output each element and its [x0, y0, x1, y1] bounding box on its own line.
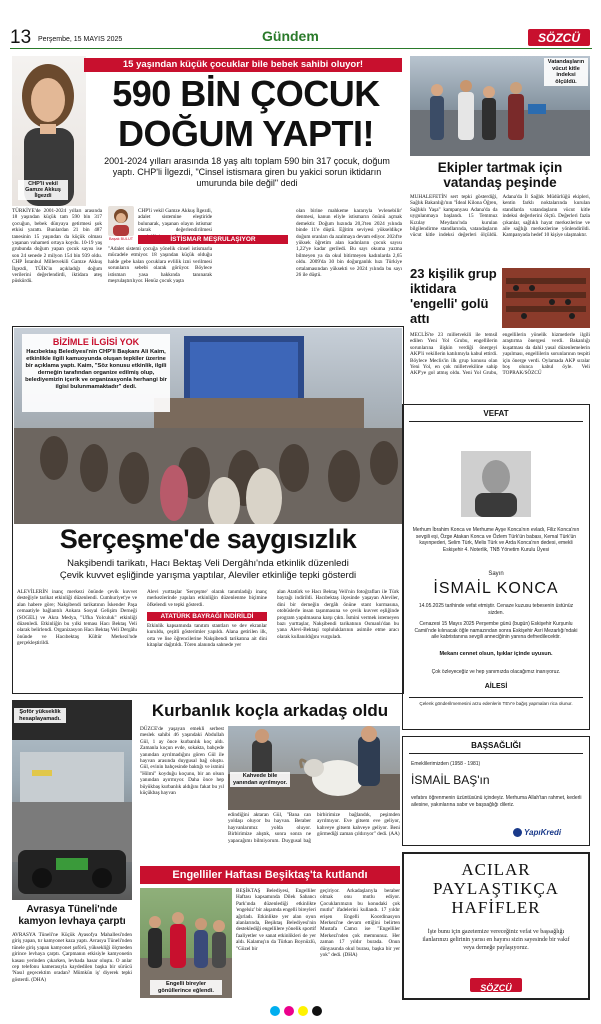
gol-body: MECLİS'te 23 milletvekili ile temsil edilen Yeni Yol Grubu, engellilerin sorunlarına ilişkin verdiği önergeyi AKP'li vekillerin katılımıyla kabul ettirdi. Böylece Meclis'in ilk grup konusu olan Yeni Yol, en çok milletvekiline sahip AKP'ye gol atmış oldu. Yeni Yol Grubu, engellilerin yönelik hizmetlerle ilgili araştırma önergesi verdi. Bakanlığı kuşatması da dahil yasal düzenlemelerin yapılması, engellilerin sorunlarının tespiti için önerge verdi. Oylamada AKP sıralar boş olunca kabul öyle. Veli TOPRAK/SÖZCÜ [410, 332, 590, 377]
obituary-wreath: Çok özleyeceğiz ve hep yanımızda olacağımız inanıyoruz. [431, 669, 561, 675]
condolence-years: Emeklilerimizden (1958 - 1981) [411, 761, 481, 767]
middle-deck-2: Çevik kuvvet eşliğinde yarışma yaptılar, Aleviler etkinliğe tepki gösterdi [59, 570, 357, 581]
obituary-sayin: Sayın [488, 571, 504, 577]
engelli-story [140, 866, 400, 1006]
section-title: Gündem [262, 28, 319, 44]
acilar-text: İşte bunu için gazetemize vereceğiniz vefat ve başsağlığı ilanlarınızı gelirinin yarısı en hayırsı sizin sayesinde bir vakıf veya derneğe paylaşıyoruz. [422, 929, 570, 951]
kurban-headline: Kurbanlık koçla arkadaş oldu [151, 701, 389, 720]
page-date: Perşembe, 15 MAYIS 2025 [38, 36, 123, 43]
engelli-headline-bar: Engelliler Haftası Beşiktaş'ta kutlandı [140, 866, 400, 884]
obituary-name: İSMAİL KONCA [433, 580, 559, 597]
kurban-story [140, 700, 400, 860]
acilar-logo: SÖZCÜ [470, 978, 522, 992]
ram-caption: Kahvede bile yanından ayrılmıyor. [230, 772, 290, 787]
reg-magenta [284, 1006, 294, 1016]
top-deck: 2001-2024 yılları arasında 18 yaş altı toplam 590 bin 317 çocuk, doğum yaptı. CHP'li İlgezdi, "Cinsel istismara giren bu yakici sorun iktidarın umurunda bile değil" dedi [104, 156, 390, 188]
reg-yellow [298, 1006, 308, 1016]
weigh-photo [410, 56, 590, 156]
obituary-box [402, 404, 590, 730]
engelli-caption: Engelli bireyler gönüllerince eğlendi. [150, 980, 222, 995]
middle-headline: Serçeşme'de saygısızlık [59, 524, 357, 554]
obituary-rule [409, 421, 583, 422]
kurban-body-2: edindiğini aktaran Gül, "Bana can yoldaşı oluyor bu hayvan. Beraber hayvanlarımız yolda oluyor. Birbirimize alıştık, sonra sonra ne yapacağımı bilmiyorum. Duygusal bağ birbirimize bağlandık, peşimden ayrılmıyor. Eve gitsem eve geliyor, kahveye gitsem kahveye geliyor. Beni görmediği zaman çıldırıyor" dedi. (AA) [228, 812, 400, 844]
top-col-1: TÜRKİYE'de 2001-2024 yılları arasında 18 yaşından küçük tam 590 bin 317 çocuğun, bebek dünyaya getirmesi şok etkisi yarattı. Bunlardan 21 bin 487 tanesinin 15 yaşından da küçük olması yaşanan vahameti ortaya koydu. 10-19 yaş grubunda doğum yapan çocuk sayısı ise son 24 senede 2 milyon 154 bin 939 oldu. CHP İstanbul Milletvekili Gamze Akkuş İlgezdi, TÜİK'in açıkladığı doğum verilerini değerlendirdi, iktidara ateş püskürdü. [12, 208, 102, 285]
sozcu-logo: SÖZCÜ [528, 29, 590, 46]
reg-cyan [270, 1006, 280, 1016]
weigh-headline: Ekipler tartmak için vatandaş peşinde [437, 160, 563, 190]
portrait-ilgezdi [12, 56, 86, 206]
dergah-photo [14, 328, 402, 524]
condolence-rule [409, 753, 583, 754]
obituary-portrait [461, 451, 531, 517]
condolence-title: BAŞSAĞLIĞI [471, 741, 521, 750]
engelli-body-1: BEŞİKTAŞ Belediyesi, Engelliler Haftası kapsamında Dilek Sabancı Park'ında düzenlediği etkinlikte 'engelsiz' bir akşamda engelli bireyleri ağırladı. Etkinlikte yer alan oyun alanlarında, Beşiktaş Belediyesi'nin desteklediği engellilere yönelik sportif faaliyetler ve sanat etkinlikleri de yer aldı. Kalamış'ın da Türkan Boynüzlü, "Güzel bir [236, 888, 316, 952]
right-story-engelli-gol [410, 266, 590, 400]
acilar-title-3: HAFİFLER [451, 898, 541, 917]
acilar-title-1: ACILAR [461, 860, 531, 879]
condolence-name: İSMAİL BAŞ'ın [411, 773, 490, 787]
registration-marks [270, 1004, 334, 1018]
avrasya-story [12, 700, 132, 983]
parliament-photo [502, 268, 590, 328]
yapikredi-logo: YapıKredi [513, 823, 583, 837]
headline-line-1: 590 BİN ÇOCUK [112, 73, 380, 114]
reporter-name: Başak BULUT [108, 237, 134, 241]
obituary-family: AİLESİ [484, 683, 508, 690]
reporter-avatar [108, 206, 134, 236]
page-header [0, 0, 601, 50]
avrasya-body: AVRASYA Tüneli'ne Küçük Ayasofya Mahallesi'nden giriş yapan, tır kamyonet kaza yaptı. Avrasya Tüneli'nden tünele giriş yapan kamyonet şoförü, yüksekliği ölçmeden girince levhaya çarptı. Çarpmanın etkisiyle kamyonetin kasası yerinden çıkarken, levhada hasar oluştu. O anlar cep telefonu kamerasıyla kaydedilen başka bir sürücü 'Nasıl geçecektim oradan? Mümkün iş' diyerek tepki gösterdi. (DHA) [12, 932, 132, 983]
gol-headline: 23 kişilik grup iktidara 'engelli' golü attı [410, 266, 497, 326]
tunnel-caption: Şoför yükseklik hesaplayamadı. [14, 708, 66, 723]
top-banner: 15 yaşından küçük çocuklar bile bebek sahibi oluyor! [84, 58, 402, 72]
top-story [12, 56, 404, 322]
portrait-caption: CHP'li vekil Gamze Akkuş İlgezdi [18, 180, 68, 200]
weigh-photo-caption: Vatandaşların vücut kitle indeksi ölçüldü. [544, 58, 588, 86]
overlay-box [22, 334, 170, 412]
obituary-funeral: Cenazesi 15 Mayıs 2025 Perşembe günü (bugün) Eskişehir Kurşunlu Camii'nde kılınacak öğle namazından sonra Eskişehir Asri Mezarlığı'ndaki aile kabristanına sevgili anneciğinin yanına defnedilecektir. [414, 621, 578, 640]
obituary-intro: Merhum İbrahim Konca ve Merhume Ayşe Konca'nın evladı, Filiz Konca'nın sevgili eşi, Özge Atakan Konca ve Özlem Türk'ün babası, Kemal Türk'ün kayınpederi, Selim Türk, Melis Türk ve Arda Konca'nın dedesi, emekli Eskişehir 4. Noterlik, TNB Yönetim Kurulu Üyesi [412, 527, 580, 553]
engelli-body-2: geçiriyor. Arkadaşlarıyla beraber olmak onu mutlu ediyor. Çocuklarımızın bu konudaki çok mutlu" ifadelerini kullandı. 17 yıldır erişen Engelli Koordinasyon Merkezi'ne devam ettiğini belirten Mustafa Camcı ise "Engelliler Merkezi'nden çok memnunuz. Her zaman 17 yıldır burada. Onun dünyasında okul burası, başka bir yer yok" dedi. (DHA) [320, 888, 400, 959]
yapikredi-icon [513, 828, 522, 837]
top-col-3: olan birine mahkeme kararıyla 'evlenebilir' denmesi, kanun eliyle istismarın önünü açmak demektir. Doğum hızında 20,3'ten 2024 yılında binde 11'e düştü. Eğitim seviyesi yükseldikçe doğum oranları da azalmaya devam ediyor. 2024'te yüksek öğretim alan kadınların çocuk sayısı 1,22'ye kadar geriledi. Bu sayı okuma yazma bilmeyen ya da okul bitirmeyen kadınlarda 2,65 oldu. 2009'da 30 bin doğurganlık hızı Türkiye ortalamasından yüksekti ve 2024 yılında bu sayı 26 ile düştü. [296, 208, 402, 279]
obituary-title: VEFAT [483, 409, 509, 418]
middle-story [12, 326, 404, 694]
top-subhead: İSTİSMAR MEŞRULAŞIYOR [138, 235, 288, 244]
overlay-text: Hacıbektaş Belediyesi'nin CHP'li Başkanı Ali Kaim, etkinlikle ilgili kamuoyunda oluşan tepkiler üzerine bir açıklama yaptı. Kaim, "Söz konusu etkinlik, ilgili derneğin tarafından organize edilmiş olup, belediyemizin içerik ve organizasyonla herhangi bir ilgisi bulunmamaktadır" dedi. [25, 349, 167, 390]
obituary-rest: Mekanı cennet olsun, Işıklar içinde uyusun. [439, 651, 553, 657]
obituary-note: Çelenk gönderilmemesini arzu edenlerin TEV'e bağış yapmaları rica olunur. [419, 701, 573, 706]
top-col-2b: "Adalet sistemi çocuğa yönelik cinsel istismarla mücadele etmiyor. 18 yaşından küçük olduğu halde gebe kalan çocuklara evlilik izni verilmesi sorunların sebebi olarak görüyor. Böylece istismarı yasa hakkında tanınarak meşrulaştırılıyor. Henüz çocuk yaşta [108, 246, 212, 285]
kurban-body-1: DÜZCE'de yaşayan emekli serbest meslek sahibi 46 yaşındaki Abdullah Gül, 1 ay önce kurbanlık koç aldı. Zamanla koçun evde, sokakta, bahçede yanından ayrılmadığını gören Gül ile hayvan arasında duygusal bağ oluştu. Gül, evinin bahçesinde baktığı ve ismini "Hilmi" koyduğu koçunu, bir an olsun yanından ayırmıyor. Daha önce hep büyükbaş kurbanlık aldığını fakat bu yıl küçükbaş hayvan [140, 726, 224, 797]
condolence-box [402, 736, 590, 846]
right-story-weigh [410, 56, 590, 262]
middle-deck-1: Nakşibendi tarikatı, Hacı Bektaş Veli Dergâhı'nda etkinlik düzenledi [67, 558, 349, 569]
top-col-2a: CHP'li vekil Gamze Akkuş İlgezdi, adalet sistemine eleştiride bulunarak, yaşanan olayın istismar olarak değerlendirilmesi [138, 208, 212, 234]
weigh-body: MUHALEFETİN sert tepki gösterdiği, Sağlık Bakanlığı'nın "İdeal Kilona Öğren, Sağlıklı Yaşa" kampanyası Adana'da da uygulanmaya başlandı. 15 Temmuz Kızılay Meydanı'nda kurulan bilgilendirme standlarında, vatandaşların vücut kitle indeksi değerleri ölçüldü. Adana'da İl Sağlık Müdürlüğü ekipleri, kentin farklı noktalarında kurulan standlarda vatandaşların vücut kitle indeksi değerlerini ölçtü. Değerleri fazla çıkanlar, sağlıklı hayat merkezlerine ve aile sağlığı merkezlerine yönlendirildi. Kampanyada hedef 10 kişiye ulaşmaktır. [410, 194, 590, 239]
ram-photo [228, 726, 400, 810]
middle-subhead: ATATÜRK BAYRAĞI İNDİRİLDİ [147, 612, 267, 621]
overlay-title: BİZİMLE İLGİSİ YOK [52, 337, 140, 347]
condolence-text: vefatını öğrenmenin üzüntüsünü içindeyiz. Merhuma Allah'tan rahmet, kederli ailesine, yakınlarına sabır ve başsağlığı dileriz. [411, 795, 582, 808]
avrasya-headline: Avrasya Tüneli'nde kamyon levhaya çarptı [18, 904, 126, 927]
header-rule [10, 48, 592, 49]
acilar-ad [402, 852, 590, 1000]
engelli-photo [140, 888, 232, 998]
acilar-title-2: PAYLAŞTIKÇA [433, 879, 559, 898]
middle-col-3: alan Atatürk ve Hacı Bektaş Veli'nin fotoğrafları ile Türk bayrağı indirildi. Hacıbektaş ilçesinde yaşayan Aleviler, dini bir derneğin dergâh önüne stant kurmasına, otobüslerle insan taşınmasına ve çevik kuvvet eşliğinde program yapılmasına karşı çıktı. İsmini vermek istemeyen bazı yurttaşlar, Nakşibendi tarikatının Osmanlı'dan bu yana Alevi-Bektaşi topluluklarının asimile etme aracı olarak kullanıldığını vurguladı. [277, 589, 399, 640]
middle-col-2b: Etkinlik kapsamında tanıtım stantları ve dev ekranlar kuruldu, çeşitli gösterimler yapıldı. Alana getirilen ilk, orta ve lise öğrencilerine Nakşibendi tarikatına ait dini kitaplar dağıtıldı. Tören alanında sahnede yer [147, 623, 267, 649]
headline-line-2: DOĞUM YAPTI! [117, 113, 375, 154]
page-number: 13 [10, 27, 32, 48]
middle-col-1: ALEVİLERİN inanç merkezi önünde çevik kuvvet desteğiyle tarikat etkinliği düzenlendi. Cumhuriyet'ye ve alan habere göre; Nakşibendi tarikatının İskender Paşa cemaatiyle bağlantılı Ankara Sosyal Gelişim Derneği (SOGEL) ve Akra Medya, "Ufka Yolculuk" etkinliği düzenledi. Etkinliğin bu yılki teması Hacı Bektaş Veli olarak belirlendi. Organizasyon Hacı Bektaş Veli Dergâhı önünde ve Hacıbektaş Kültür Merkezi'nde gerçekleştirildi. [17, 589, 137, 647]
obituary-date: 14.05.2025 tarihinde vefat etmiştir. Cenaze kuzusu tebesenin üstünüz sizden. [418, 603, 574, 616]
obituary-rule-2 [409, 697, 583, 698]
tunnel-photo [12, 700, 132, 900]
reg-black [312, 1006, 322, 1016]
middle-col-2a: Alevi yurttaşlar 'Serçeşme' olarak tanımladığı inanç merkezlerinde yapılan etkinliğin düzenlenme biçimine öfkelendi ve tepki gösterdi. [147, 589, 267, 608]
